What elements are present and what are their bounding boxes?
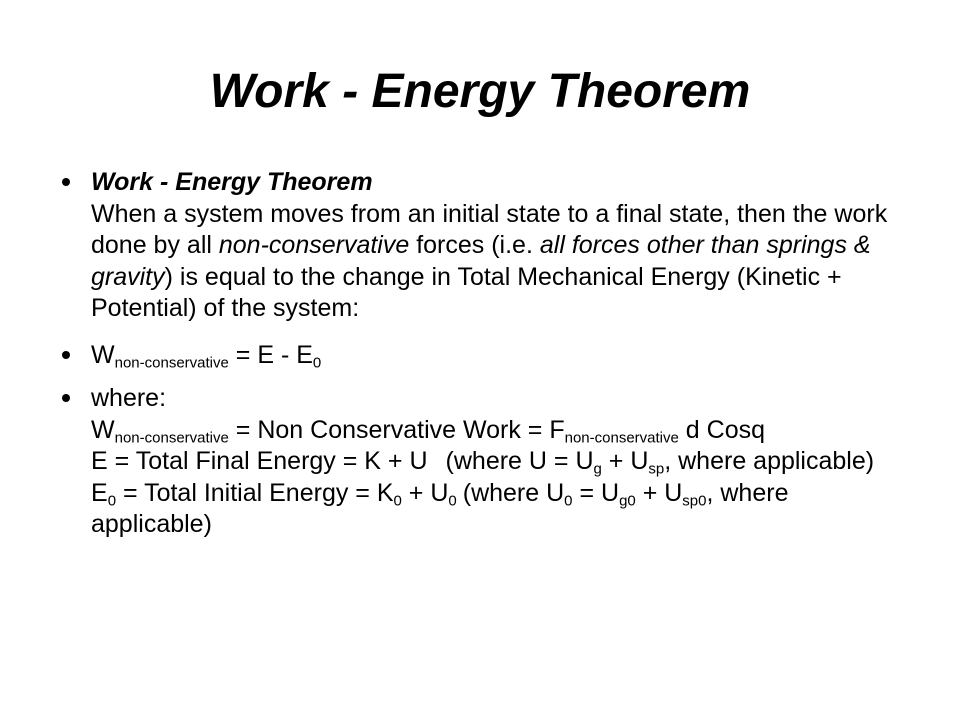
- where-label: where:: [91, 384, 167, 412]
- theorem-text-3: ) is equal to the change in Total Mechanical Energy (Kinetic + Potential) of the system:: [91, 262, 842, 322]
- theorem-heading: Work - Energy Theorem: [91, 168, 373, 196]
- equation-e0-sub: 0: [312, 354, 322, 371]
- equation-rest: = E - E: [228, 340, 313, 369]
- def-final-paren: (where U = U: [445, 447, 594, 475]
- def-final-tail: , where applicable): [664, 447, 875, 475]
- bullet-theorem: [62, 167, 892, 325]
- bullet-definitions: [62, 383, 892, 541]
- equation-w-sub: non-conservative: [114, 354, 229, 371]
- def-final-ug-sub: g: [593, 460, 602, 478]
- def-initial-uu0-sub: 0: [564, 492, 573, 509]
- def-final-usp-sub: sp: [648, 460, 665, 478]
- definition-work: [91, 415, 892, 447]
- def-initial-eq: = U: [572, 478, 620, 507]
- def-initial-u-sub: 0: [448, 492, 457, 509]
- def-work-tail: d Cosq: [678, 415, 766, 444]
- slide-content: [62, 167, 892, 541]
- def-initial-text: = Total Initial Energy = K: [116, 478, 394, 507]
- def-initial-plus2: + U: [635, 478, 683, 507]
- def-initial-usp0-sub: sp0: [682, 492, 707, 509]
- def-initial-k-sub: 0: [393, 492, 402, 509]
- def-work-f-sub: non-conservative: [564, 429, 679, 446]
- def-initial-e: E: [91, 478, 108, 507]
- bullet-equation: [62, 340, 892, 372]
- equation-w: W: [91, 340, 115, 369]
- definition-final-energy: [91, 446, 892, 478]
- slide-title: Work - Energy Theorem: [209, 65, 751, 118]
- def-final-plus: + U: [601, 447, 649, 475]
- def-final-text: E = Total Final Energy = K + U: [91, 447, 428, 475]
- theorem-text-1: When a system moves from an initial state to a final state, then the work done by all: [91, 199, 888, 259]
- bullet-list: [62, 167, 892, 541]
- definition-initial-energy: [91, 478, 892, 541]
- theorem-em-nonconservative: non-conservative: [218, 231, 410, 259]
- theorem-em-forces: all forces other than springs & gravity: [91, 231, 871, 291]
- def-work-w: W: [91, 415, 115, 444]
- def-initial-ug0-sub: g0: [619, 492, 636, 509]
- def-initial-paren: (where U: [462, 478, 565, 507]
- def-initial-tail: , where applicable): [91, 478, 789, 538]
- def-initial-plus: + U: [401, 478, 449, 507]
- def-initial-e-sub: 0: [107, 492, 117, 509]
- def-work-text: = Non Conservative Work = F: [228, 415, 565, 444]
- def-work-w-sub: non-conservative: [114, 429, 229, 446]
- theorem-text-2: forces (i.e.: [409, 231, 540, 259]
